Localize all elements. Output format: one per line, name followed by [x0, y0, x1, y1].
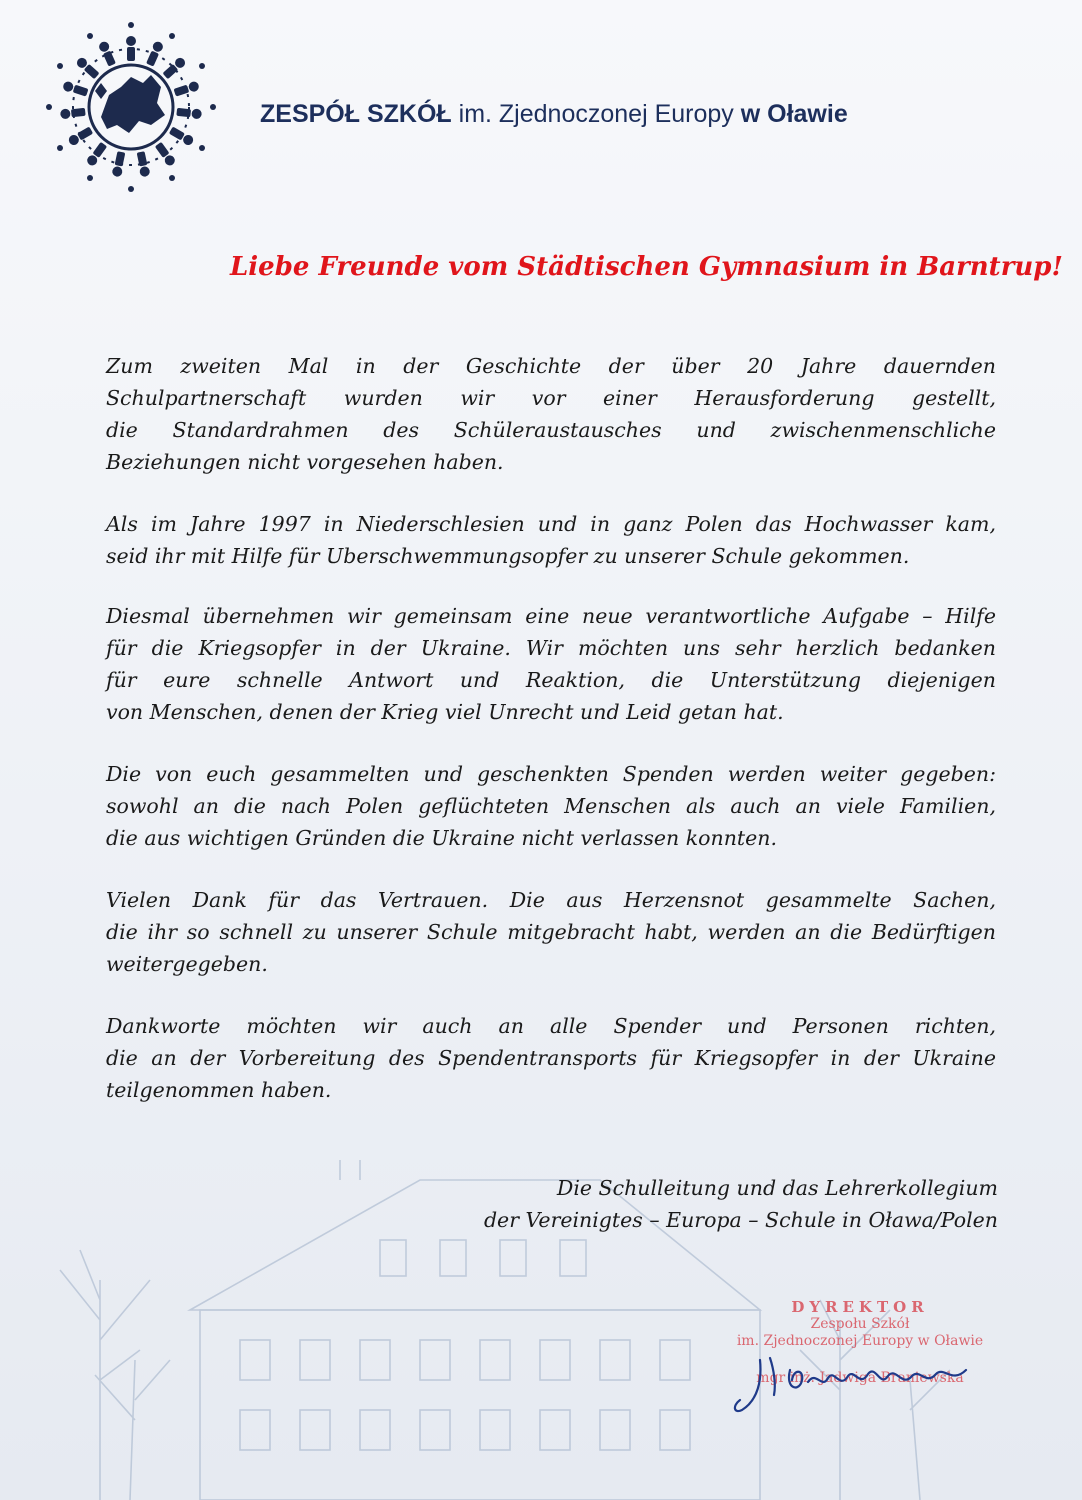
paragraph-line: seid ihr mit Hilfe für Uberschwemmungsopfer zu unserer Schule gekommen. — [106, 544, 910, 568]
paragraph-line: Diesmal übernehmen wir gemeinsam eine neue verantwortliche Aufgabe – Hilfe — [106, 604, 996, 628]
paragraph-line: die ihr so schnell zu unserer Schule mitgebracht habt, werden an die Bedürftigen — [106, 920, 996, 944]
closing-line-2: der Vereinigtes – Europa – Schule in Oława/Polen — [483, 1208, 998, 1232]
paragraph-line: Dankworte möchten wir auch an alle Spender und Personen richten, — [106, 1014, 996, 1038]
paragraph-line: die an der Vorbereitung des Spendentransports für Kriegsopfer in der Ukraine — [106, 1046, 996, 1070]
signature-scribble-icon — [730, 1340, 990, 1420]
school-logo-icon — [42, 22, 220, 192]
paragraph-line: sowohl an die nach Polen geflüchteten Menschen als auch an viele Familien, — [106, 794, 996, 818]
paragraph-line: Zum zweiten Mal in der Geschichte der über 20 Jahre dauernden — [106, 354, 996, 378]
paragraph-1 — [106, 350, 996, 478]
paragraph-line: Schulpartnerschaft wurden wir vor einer Herausforderung gestellt, — [106, 386, 996, 410]
paragraph-line: die Standardrahmen des Schüleraustausches und zwischenmenschliche — [106, 418, 996, 442]
school-name-bold: ZESPÓŁ SZKÓŁ — [260, 100, 452, 128]
paragraph-line: Beziehungen nicht vorgesehen haben. — [106, 450, 504, 474]
paragraph-4 — [106, 758, 996, 854]
closing-signature-block — [298, 1172, 998, 1236]
paragraph-line: die aus wichtigen Gründen die Ukraine nicht verlassen konnten. — [106, 826, 777, 850]
paragraph-line: Die von euch gesammelten und geschenkten Spenden werden weiter gegeben: — [106, 762, 996, 786]
closing-line-1: Die Schulleitung und das Lehrerkollegium — [556, 1176, 998, 1200]
paragraph-line: Vielen Dank für das Vertrauen. Die aus Herzensnot gesammelte Sachen, — [106, 888, 996, 912]
stamp-title: DYREKTOR — [791, 1298, 929, 1316]
stamp-line-2: im. Zjednoczonej Europy w Oławie — [736, 1333, 984, 1349]
paragraph-5 — [106, 884, 996, 980]
paragraph-line: von Menschen, denen der Krieg viel Unrecht und Leid getan hat. — [106, 700, 784, 724]
paragraph-line: für die Kriegsopfer in der Ukraine. Wir möchten uns sehr herzlich bedanken — [106, 636, 996, 660]
paragraph-3 — [106, 600, 996, 728]
paragraph-line: Als im Jahre 1997 in Niederschlesien und in ganz Polen das Hochwasser kam, — [106, 512, 996, 536]
paragraph-line: weitergegeben. — [106, 952, 268, 976]
paragraph-line: teilgenommen haben. — [106, 1078, 332, 1102]
stamp-line-1: Zespołu Szkół — [810, 1316, 910, 1332]
school-name-regular: im. Zjednoczonej Europy — [458, 100, 734, 128]
paragraph-6 — [106, 1010, 996, 1106]
paragraph-2 — [106, 508, 996, 572]
stamp-line-3: mgr inż. Jadwiga Braniewska — [756, 1370, 964, 1386]
greeting-heading: Liebe Freunde vom Städtischen Gymnasium in Barntrup! — [230, 252, 1063, 282]
school-header — [260, 100, 1000, 129]
school-location: w Oławie — [740, 100, 848, 128]
paragraph-line: für eure schnelle Antwort und Reaktion, die Unterstützung diejenigen — [106, 668, 996, 692]
